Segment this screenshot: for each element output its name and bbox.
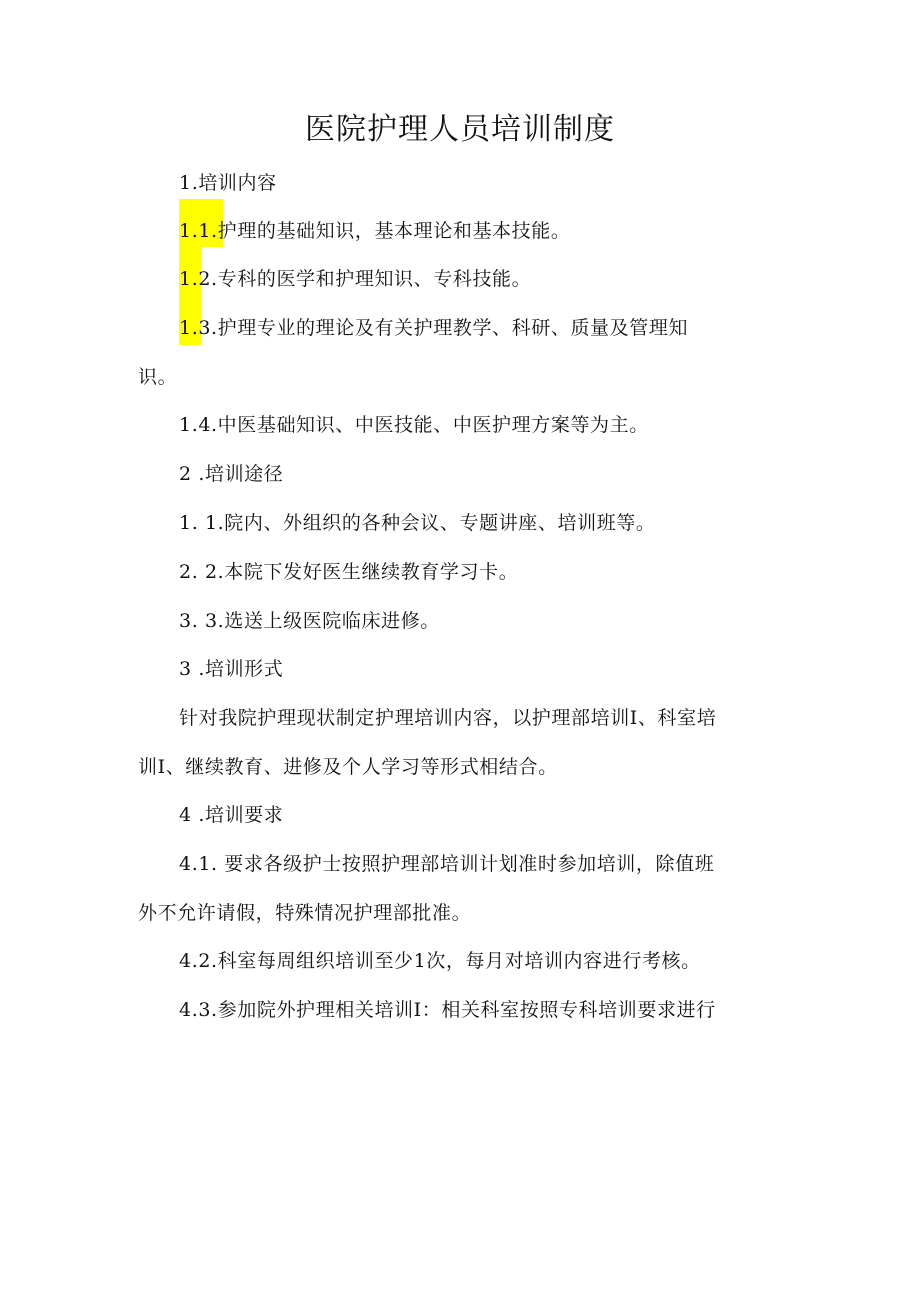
- section-heading: 1.培训内容: [179, 172, 277, 194]
- paragraph-line: 1.2.专科的医学和护理知识、专科技能。: [179, 268, 532, 290]
- paragraph-line: 2. 2.本院下发好医生继续教育学习卡。: [179, 561, 519, 583]
- paragraph-line: 1.1.护理的基础知识，基本理论和基本技能。: [179, 220, 571, 242]
- paragraph-line: 3. 3.选送上级医院临床进修。: [179, 610, 440, 632]
- page-title: 医院护理人员培训制度: [305, 112, 615, 147]
- paragraph-line: 针对我院护理现状制定护理培训内容，以护理部培训I、科室培: [179, 707, 717, 729]
- section-heading: 2 .培训途径: [179, 463, 284, 485]
- paragraph-line: 4.1. 要求各级护士按照护理部培训计划准时参加培训，除值班: [179, 853, 715, 875]
- paragraph-line: 训I、继续教育、进修及个人学习等形式相结合。: [138, 756, 558, 778]
- paragraph-line: 1. 1.院内、外组织的各种会议、专题讲座、培训班等。: [179, 512, 656, 534]
- paragraph-line: 4.2.科室每周组织培训至少1次，每月对培训内容进行考核。: [179, 950, 701, 972]
- section-heading: 3 .培训形式: [179, 658, 284, 680]
- paragraph-line: 4.3.参加院外护理相关培训I：相关科室按照专科培训要求进行: [179, 999, 716, 1021]
- paragraph-line: 1.3.护理专业的理论及有关护理教学、科研、质量及管理知: [179, 317, 689, 339]
- paragraph-line: 识。: [138, 366, 178, 388]
- paragraph-line: 1.4.中医基础知识、中医技能、中医护理方案等为主。: [179, 414, 649, 436]
- paragraph-line: 外不允许请假，特殊情况护理部批准。: [138, 902, 472, 924]
- section-heading: 4 .培训要求: [179, 804, 284, 826]
